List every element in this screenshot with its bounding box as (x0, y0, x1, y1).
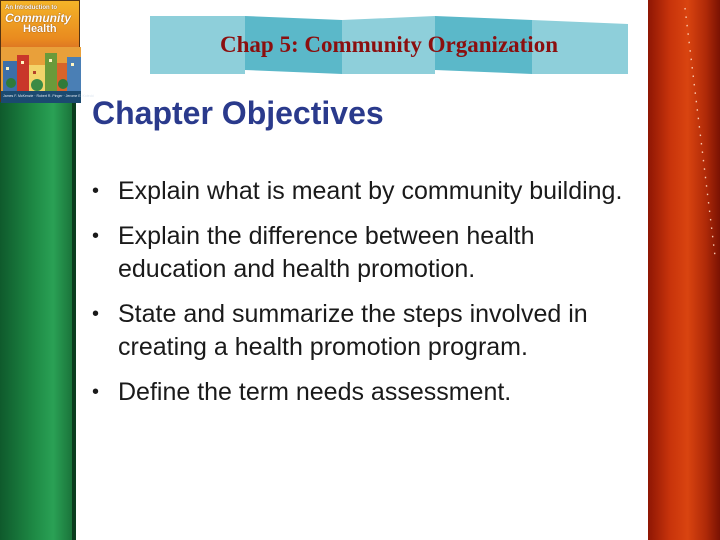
cover-title-line2: Community (5, 11, 71, 25)
list-item (92, 376, 638, 409)
bullet-icon: • (92, 180, 100, 202)
bullet-icon: • (92, 303, 100, 325)
chapter-banner (150, 16, 628, 74)
cover-illustration (1, 47, 81, 91)
cover-authors: James F. McKenzie · Robert R. Pinger · Jerome E. Kotecki (3, 94, 95, 98)
cover-title (5, 5, 77, 35)
list-item (92, 175, 638, 208)
left-green-strip (0, 100, 76, 540)
list-item (92, 220, 638, 286)
objective-text: Explain what is meant by community building. (118, 177, 623, 205)
objective-text: Define the term needs assessment. (118, 378, 512, 406)
list-item (92, 298, 638, 364)
chapter-title: Chap 5: Community Organization (220, 32, 558, 57)
cover-title-line1: An Introduction to (5, 5, 57, 11)
objectives-list (92, 175, 638, 421)
bullet-icon: • (92, 381, 100, 403)
objective-text: Explain the difference between health education and health promotion. (118, 222, 535, 283)
bullet-icon: • (92, 225, 100, 247)
left-strip-edge (72, 100, 76, 540)
slide-heading: Chapter Objectives (92, 95, 384, 131)
cover-author-band (1, 91, 95, 103)
right-dotted-decoration (683, 8, 719, 258)
objective-text: State and summarize the steps involved in creating a health promotion program. (118, 300, 588, 361)
book-cover-thumbnail (0, 0, 95, 102)
cover-title-line3: Health (23, 23, 57, 35)
